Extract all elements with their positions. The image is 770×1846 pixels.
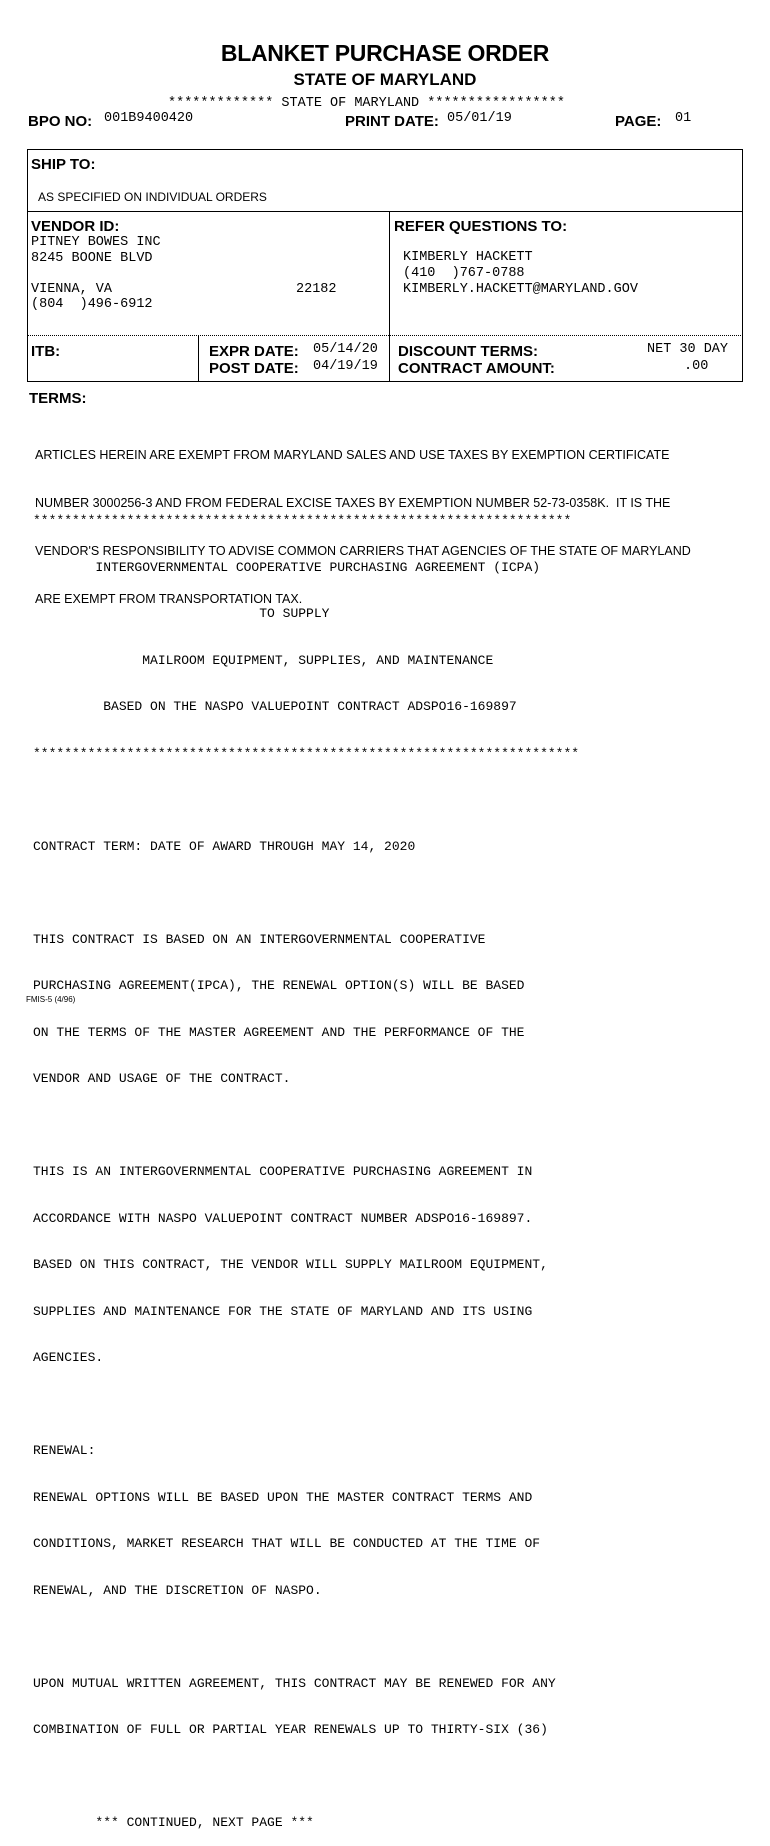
vendor-zip: 22182 bbox=[296, 282, 337, 297]
itb-label: ITB: bbox=[31, 343, 61, 360]
body-line: ********************************************************************* bbox=[33, 513, 572, 528]
print-date-label: PRINT DATE: bbox=[345, 113, 439, 130]
contact-phone: (410 )767-0788 bbox=[403, 266, 525, 281]
terms-line: NUMBER 3000256-3 AND FROM FEDERAL EXCISE TAXES BY EXEMPTION NUMBER 52-73-0358K. IT IS THE bbox=[35, 496, 671, 510]
body-line: THIS IS AN INTERGOVERNMENTAL COOPERATIVE PURCHASING AGREEMENT IN bbox=[33, 1164, 533, 1179]
contract-amount-value: .00 bbox=[684, 359, 709, 374]
discount-terms-label: DISCOUNT TERMS: bbox=[398, 343, 538, 360]
body-line bbox=[33, 1118, 579, 1134]
refer-questions-label: REFER QUESTIONS TO: bbox=[394, 218, 568, 235]
body-line: PURCHASING AGREEMENT(IPCA), THE RENEWAL OPTION(S) WILL BE BASED bbox=[33, 978, 525, 993]
ship-to-text: AS SPECIFIED ON INDIVIDUAL ORDERS bbox=[38, 190, 267, 204]
ship-to-divider bbox=[27, 211, 743, 212]
body-line: RENEWAL: bbox=[33, 1443, 96, 1458]
vendor-name: PITNEY BOWES INC bbox=[31, 235, 161, 250]
contact-email: KIMBERLY.HACKETT@MARYLAND.GOV bbox=[403, 282, 638, 297]
terms-line: VENDOR'S RESPONSIBILITY TO ADVISE COMMON CARRIERS THAT AGENCIES OF THE STATE OF MARYLAND bbox=[35, 544, 691, 558]
body-line: ACCORDANCE WITH NASPO VALUEPOINT CONTRACT NUMBER ADSPO16-169897. bbox=[33, 1210, 533, 1226]
body-line: THIS CONTRACT IS BASED ON AN INTERGOVERNMENTAL COOPERATIVE bbox=[33, 931, 486, 947]
body-line: SUPPLIES AND MAINTENANCE FOR THE STATE OF MARYLAND AND ITS USING bbox=[33, 1303, 533, 1319]
body-line: TO SUPPLY bbox=[33, 606, 330, 621]
itb-divider-right bbox=[389, 335, 390, 382]
state-banner: ************* STATE OF MARYLAND ***************** bbox=[168, 96, 565, 111]
body-line: VENDOR AND USAGE OF THE CONTRACT. bbox=[33, 1071, 291, 1086]
body-line bbox=[33, 792, 579, 808]
terms-label: TERMS: bbox=[29, 390, 87, 407]
print-date-value: 05/01/19 bbox=[447, 111, 512, 126]
bpo-value: 001B9400420 bbox=[104, 111, 194, 126]
vendor-address: 8245 BOONE BLVD bbox=[31, 251, 153, 266]
page-label: PAGE: bbox=[615, 113, 662, 130]
body-line: AGENCIES. bbox=[33, 1350, 104, 1365]
expr-date-label: EXPR DATE: bbox=[209, 343, 299, 360]
expr-date-value: 05/14/20 bbox=[313, 342, 378, 357]
body-line: UPON MUTUAL WRITTEN AGREEMENT, THIS CONTRACT MAY BE RENEWED FOR ANY bbox=[33, 1675, 556, 1691]
body-line bbox=[33, 1397, 579, 1413]
terms-line: ARTICLES HEREIN ARE EXEMPT FROM MARYLAND SALES AND USE TAXES BY EXEMPTION CERTIFICATE bbox=[35, 448, 670, 462]
body-line: ON THE TERMS OF THE MASTER AGREEMENT AND THE PERFORMANCE OF THE bbox=[33, 1024, 525, 1040]
body-line: CONTRACT TERM: DATE OF AWARD THROUGH MAY 14, 2020 bbox=[33, 838, 416, 854]
document-subtitle: STATE OF MARYLAND bbox=[293, 70, 477, 89]
body-line bbox=[33, 1769, 579, 1785]
vendor-divider bbox=[389, 211, 390, 335]
body-line bbox=[33, 885, 579, 901]
vendor-city: VIENNA, VA bbox=[31, 282, 113, 297]
body-line: BASED ON THIS CONTRACT, THE VENDOR WILL SUPPLY MAILROOM EQUIPMENT, bbox=[33, 1257, 548, 1272]
contract-body bbox=[33, 482, 579, 1846]
body-line: RENEWAL, AND THE DISCRETION OF NASPO. bbox=[33, 1582, 322, 1598]
body-line: BASED ON THE NASPO VALUEPOINT CONTRACT ADSPO16-169897 bbox=[33, 699, 517, 714]
itb-divider-left bbox=[198, 335, 199, 382]
body-line: INTERGOVERNMENTAL COOPERATIVE PURCHASING AGREEMENT (ICPA) bbox=[33, 559, 541, 575]
document-title: BLANKET PURCHASE ORDER bbox=[220, 40, 550, 66]
body-line: RENEWAL OPTIONS WILL BE BASED UPON THE MASTER CONTRACT TERMS AND bbox=[33, 1489, 533, 1505]
discount-terms-value: NET 30 DAY bbox=[647, 342, 729, 357]
body-line: MAILROOM EQUIPMENT, SUPPLIES, AND MAINTENANCE bbox=[33, 652, 494, 668]
body-line bbox=[33, 1629, 579, 1645]
form-id: FMIS-5 (4/96) bbox=[26, 995, 76, 1004]
post-date-value: 04/19/19 bbox=[313, 359, 378, 374]
terms-line: ARE EXEMPT FROM TRANSPORTATION TAX. bbox=[35, 592, 303, 606]
body-line: CONDITIONS, MARKET RESEARCH THAT WILL BE CONDUCTED AT THE TIME OF bbox=[33, 1536, 541, 1551]
contract-amount-label: CONTRACT AMOUNT: bbox=[398, 360, 555, 377]
vendor-phone: (804 )496-6912 bbox=[31, 297, 153, 312]
body-line: *** CONTINUED, NEXT PAGE *** bbox=[33, 1815, 314, 1830]
itb-divider bbox=[27, 335, 743, 336]
contact-name: KIMBERLY HACKETT bbox=[403, 250, 533, 265]
body-line: ********************************************************************** bbox=[33, 745, 580, 761]
page-value: 01 bbox=[675, 111, 692, 126]
body-line: COMBINATION OF FULL OR PARTIAL YEAR RENEWALS UP TO THIRTY-SIX (36) bbox=[33, 1722, 548, 1737]
vendor-id-label: VENDOR ID: bbox=[31, 218, 120, 235]
ship-to-label: SHIP TO: bbox=[31, 156, 96, 173]
bpo-label: BPO NO: bbox=[28, 113, 93, 130]
post-date-label: POST DATE: bbox=[209, 360, 299, 377]
